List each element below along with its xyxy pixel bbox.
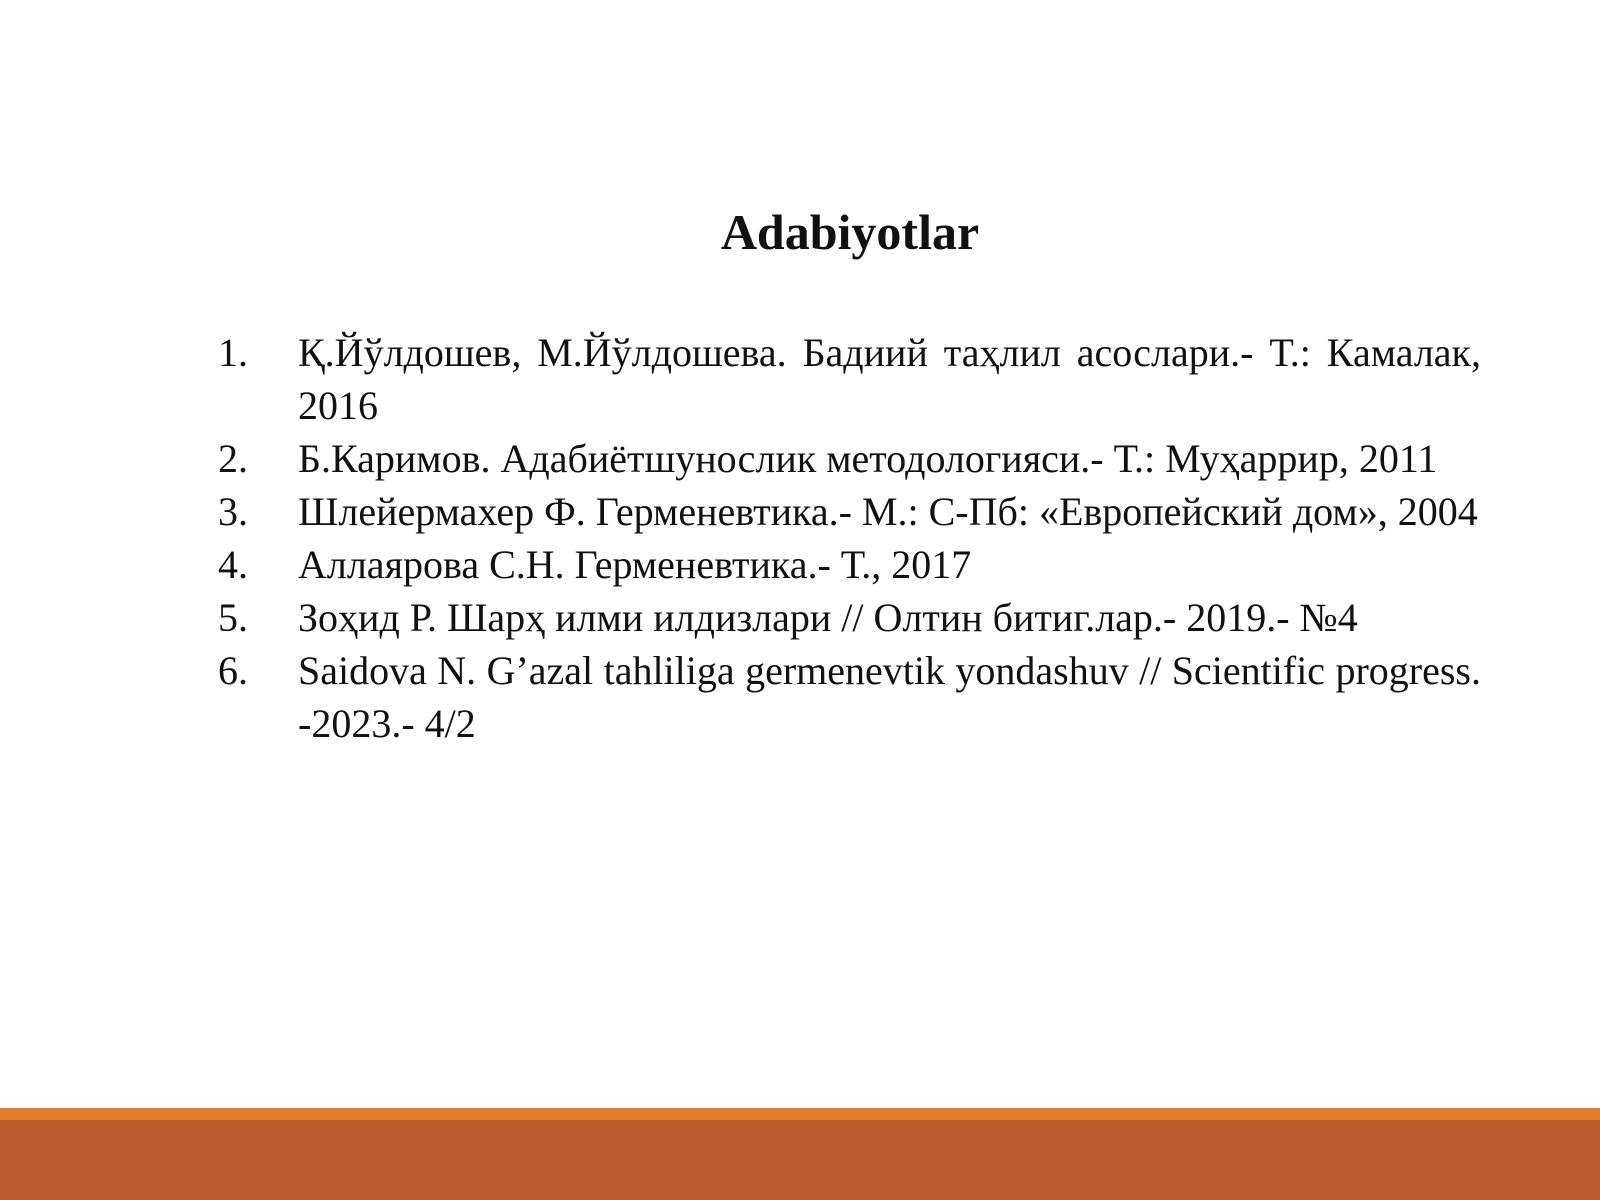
reference-text: Saidova N. G’azal tahliliga germenevtik yondashuv // Scientific progress. -2023.- 4/2 bbox=[298, 648, 1481, 746]
reference-text: Аллаярова С.Н. Герменевтика.- Т., 2017 bbox=[298, 542, 972, 587]
reference-text: Зоҳид Р. Шарҳ илми илдизлари // Олтин битиг.лар.- 2019.- №4 bbox=[298, 595, 1358, 640]
reference-number: 4. bbox=[218, 542, 248, 587]
reference-number: 1. bbox=[218, 330, 248, 375]
reference-item bbox=[218, 326, 1481, 432]
reference-text: Қ.Йўлдошев, М.Йўлдошева. Бадиий таҳлил асослари.- Т.: Камалак, 2016 bbox=[298, 330, 1481, 428]
reference-number: 2. bbox=[218, 436, 248, 481]
reference-list bbox=[218, 326, 1481, 750]
reference-number: 3. bbox=[218, 489, 248, 534]
reference-item bbox=[218, 644, 1481, 750]
reference-text: Б.Каримов. Адабиётшунослик методологияси.- Т.: Муҳаррир, 2011 bbox=[298, 436, 1438, 481]
slide-title: Adabiyotlar bbox=[720, 204, 980, 260]
footer-band bbox=[0, 1108, 1600, 1200]
reference-item bbox=[218, 591, 1481, 644]
footer-accent-line bbox=[0, 1108, 1600, 1120]
reference-item bbox=[218, 485, 1481, 538]
reference-text: Шлейермахер Ф. Герменевтика.- М.: С-Пб: «Европейский дом», 2004 bbox=[298, 489, 1478, 534]
reference-number: 5. bbox=[218, 595, 248, 640]
reference-item bbox=[218, 538, 1481, 591]
reference-item bbox=[218, 432, 1481, 485]
reference-number: 6. bbox=[218, 648, 248, 693]
